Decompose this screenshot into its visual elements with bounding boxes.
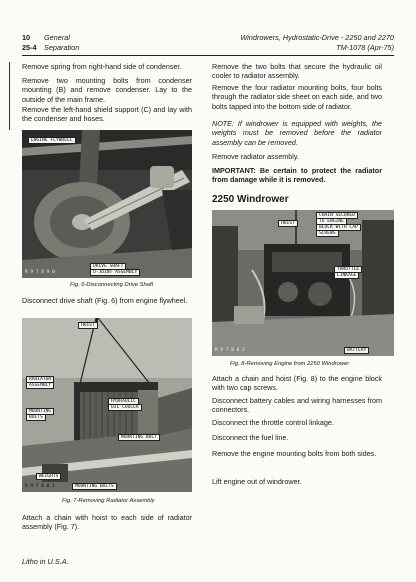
fig7-tag-radiator-1: RADIATOR xyxy=(26,376,54,383)
fig7-number: R 9 7 8 8 1 xyxy=(25,484,55,489)
revision-bar xyxy=(9,62,10,130)
section-number: 25-4 xyxy=(22,43,37,52)
fig8-tag-hoist: HOIST xyxy=(278,220,298,227)
left-paragraph-5: Attach a chain with hoist to each side of radiator assembly (Fig. 7). xyxy=(22,513,192,532)
manual-title: Windrowers, Hydrostatic-Drive - 2250 and 2270 xyxy=(240,33,394,42)
fig8-tag-chain-1: CHAIN SECURED xyxy=(316,212,358,219)
fig6-tag-driveshaft-1: DRIVE SHAFT xyxy=(90,263,126,270)
fig7-tag-mounting-left-1: MOUNTING xyxy=(26,408,54,415)
fig8-tag-throttle-2: LINKAGE xyxy=(334,272,359,279)
right-paragraph-3: Remove radiator assembly. xyxy=(212,152,299,161)
fig7-tag-oilcooler-1: HYDRAULIC xyxy=(108,398,139,405)
fig8-tag-throttle-1: THROTTLE xyxy=(334,266,362,273)
left-paragraph-3: Remove the left-hand shield support (C) and lay with the condenser and hoses. xyxy=(22,105,192,124)
fig6-caption: Fig. 6-Disconnecting Drive Shaft xyxy=(70,282,154,288)
left-paragraph-4: Disconnect drive shaft (Fig. 6) from engine flywheel. xyxy=(22,296,188,305)
fig7-tag-radiator-2: ASSEMBLY xyxy=(26,382,54,389)
fig8-tag-battery: BATTERY xyxy=(344,347,369,354)
right-paragraph-9: Lift engine out of windrower. xyxy=(212,477,302,486)
fig6-photo xyxy=(22,130,192,278)
fig8-tag-chain-3: BLOCK WITH CAP xyxy=(316,224,361,231)
manual-code: TM-1078 (Apr-75) xyxy=(336,43,394,52)
right-paragraph-8: Remove the engine mounting bolts from both sides. xyxy=(212,449,377,458)
right-note: NOTE: If windrower is equipped with weights, the weights must be removed before the radiator assembly can be removed. xyxy=(212,119,382,147)
fig6-tag-driveshaft-2: U-JOINT ASSEMBLY xyxy=(90,269,140,276)
fig8-tag-chain-2: TO ENGINE xyxy=(316,218,347,225)
header-rule xyxy=(22,55,394,56)
fig7-drawing xyxy=(22,318,192,492)
section-heading: 2250 Windrower xyxy=(212,194,289,205)
right-paragraph-4: Attach a chain and hoist (Fig. 8) to the engine block with two cap screws. xyxy=(212,374,382,393)
fig7-tag-weights: WEIGHTS xyxy=(36,473,61,480)
fig6-drawing xyxy=(22,130,192,278)
fig7-caption: Fig. 7-Removing Radiator Assembly xyxy=(62,498,155,504)
section-title: Separation xyxy=(44,43,80,52)
right-paragraph-7: Disconnect the fuel line. xyxy=(212,433,289,442)
fig7-tag-mounting-left-2: BOLTS xyxy=(26,414,46,421)
fig7-tag-oilcooler-2: OIL COOLER xyxy=(108,404,142,411)
fig8-tag-chain-4: SCREWS xyxy=(316,230,339,237)
left-paragraph-1: Remove spring from right-hand side of condenser. xyxy=(22,62,182,71)
fig8-photo xyxy=(212,210,394,356)
fig6-number: R 9 7 8 9 0 xyxy=(25,270,55,275)
left-paragraph-2: Remove two mounting bolts from condenser mounting (B) and remove condenser. Lay to the outside of the main frame. xyxy=(22,76,192,104)
right-paragraph-2: Remove the four radiator mounting bolts, four bolts through the radiator side sheet on each side, and two bolts tapped into the bottom side of radiator. xyxy=(212,83,382,111)
fig7-tag-hoist: HOIST xyxy=(78,322,98,329)
fig8-number: R 9 7 8 8 2 xyxy=(215,348,245,353)
right-paragraph-5: Disconnect battery cables and wiring harnesses from connectors. xyxy=(212,396,382,415)
fig8-caption: Fig. 8-Removing Engine from 2250 Windrower xyxy=(230,361,350,367)
fig6-tag-flywheel: ENGINE FLYWHEEL xyxy=(28,137,76,144)
right-important: IMPORTANT: Be certain to protect the radiator from damage while it is removed. xyxy=(212,166,382,185)
fig7-photo xyxy=(22,318,192,492)
right-paragraph-6: Disconnect the throttle control linkage. xyxy=(212,418,334,427)
right-paragraph-1: Remove the two bolts that secure the hydraulic oil cooler to radiator assembly. xyxy=(212,62,382,81)
footer-litho: Litho in U.S.A. xyxy=(22,557,69,566)
fig7-tag-mounting-bottom: MOUNTING BOLTS xyxy=(72,483,117,490)
fig8-drawing xyxy=(212,210,394,356)
page-number: 10 xyxy=(22,33,31,42)
group-title: General xyxy=(44,33,70,42)
fig7-tag-mounting-bolt: MOUNTING BOLT xyxy=(118,434,160,441)
